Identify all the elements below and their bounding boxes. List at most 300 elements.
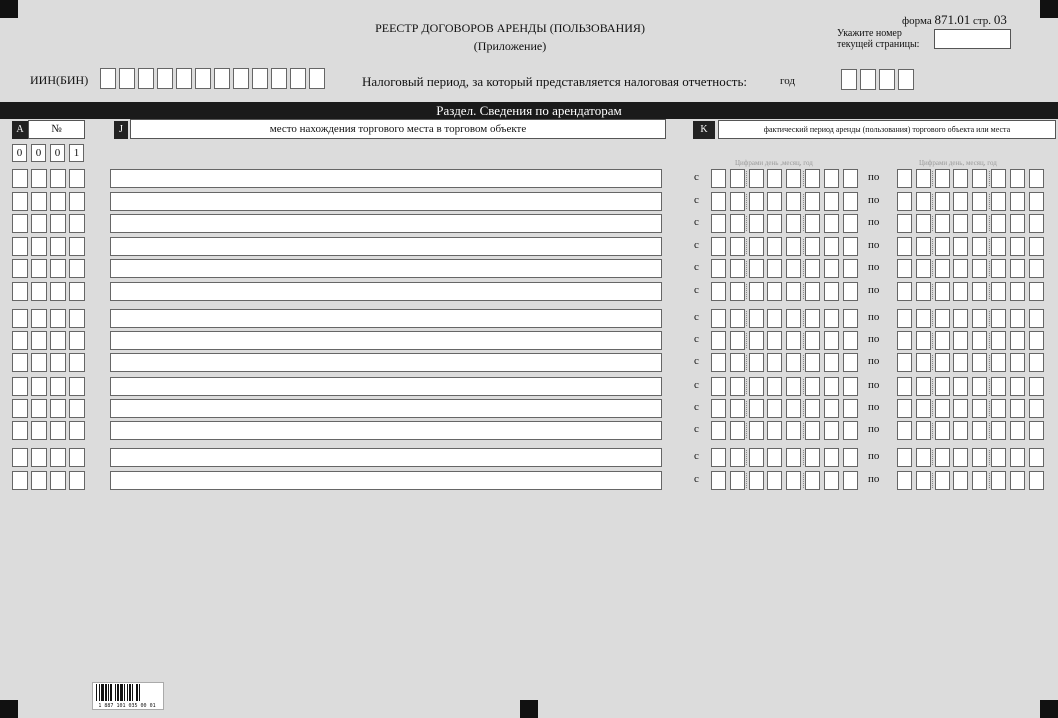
from-date-cell[interactable] bbox=[711, 353, 726, 372]
to-date-cell[interactable] bbox=[935, 399, 950, 418]
from-date-cell[interactable] bbox=[711, 237, 726, 256]
row-number-cell[interactable] bbox=[50, 399, 66, 418]
row-number-cell[interactable] bbox=[69, 169, 85, 188]
from-date-cell[interactable] bbox=[824, 399, 839, 418]
row-number-cell[interactable] bbox=[50, 282, 66, 301]
to-date-cell[interactable] bbox=[935, 237, 950, 256]
row-number-cell[interactable] bbox=[31, 192, 47, 211]
row-number-cell[interactable] bbox=[69, 399, 85, 418]
iin-digit-cell[interactable] bbox=[119, 68, 135, 89]
to-date-cell[interactable] bbox=[953, 192, 968, 211]
from-date-cell[interactable] bbox=[824, 421, 839, 440]
from-date-cell[interactable] bbox=[749, 309, 764, 328]
to-date-cell[interactable] bbox=[972, 169, 987, 188]
to-date-cell[interactable] bbox=[935, 169, 950, 188]
row-number-cell[interactable] bbox=[31, 377, 47, 396]
from-date-cell[interactable] bbox=[767, 471, 782, 490]
from-date-cell[interactable] bbox=[805, 282, 820, 301]
from-date-cell[interactable] bbox=[843, 237, 858, 256]
from-date-cell[interactable] bbox=[824, 169, 839, 188]
from-date-cell[interactable] bbox=[843, 331, 858, 350]
from-date-cell[interactable] bbox=[786, 448, 801, 467]
from-date-cell[interactable] bbox=[767, 192, 782, 211]
to-date-cell[interactable] bbox=[1010, 377, 1025, 396]
row-number-cell[interactable] bbox=[50, 471, 66, 490]
to-date-cell[interactable] bbox=[897, 331, 912, 350]
to-date-cell[interactable] bbox=[897, 192, 912, 211]
row-number-cell[interactable] bbox=[69, 309, 85, 328]
row-number-cell[interactable] bbox=[69, 353, 85, 372]
from-date-cell[interactable] bbox=[805, 331, 820, 350]
year-digit-cell[interactable] bbox=[898, 69, 914, 90]
to-date-cell[interactable] bbox=[1029, 448, 1044, 467]
row-number-cell[interactable] bbox=[12, 214, 28, 233]
from-date-cell[interactable] bbox=[824, 309, 839, 328]
to-date-cell[interactable] bbox=[1010, 214, 1025, 233]
from-date-cell[interactable] bbox=[843, 169, 858, 188]
from-date-cell[interactable] bbox=[711, 214, 726, 233]
from-date-cell[interactable] bbox=[749, 282, 764, 301]
from-date-cell[interactable] bbox=[824, 353, 839, 372]
from-date-cell[interactable] bbox=[786, 309, 801, 328]
row-number-cell[interactable] bbox=[50, 169, 66, 188]
location-field[interactable] bbox=[110, 353, 662, 372]
row-number-cell[interactable] bbox=[12, 448, 28, 467]
to-date-cell[interactable] bbox=[972, 421, 987, 440]
iin-digit-cell[interactable] bbox=[252, 68, 268, 89]
from-date-cell[interactable] bbox=[843, 259, 858, 278]
from-date-cell[interactable] bbox=[749, 331, 764, 350]
to-date-cell[interactable] bbox=[1029, 214, 1044, 233]
from-date-cell[interactable] bbox=[805, 471, 820, 490]
to-date-cell[interactable] bbox=[953, 421, 968, 440]
to-date-cell[interactable] bbox=[953, 259, 968, 278]
to-date-cell[interactable] bbox=[1029, 259, 1044, 278]
row-number-cell[interactable] bbox=[12, 421, 28, 440]
row-number-cell[interactable] bbox=[69, 237, 85, 256]
row-number-cell[interactable] bbox=[12, 331, 28, 350]
from-date-cell[interactable] bbox=[786, 282, 801, 301]
location-field[interactable] bbox=[110, 448, 662, 467]
to-date-cell[interactable] bbox=[972, 259, 987, 278]
row-number-cell[interactable] bbox=[31, 282, 47, 301]
to-date-cell[interactable] bbox=[1010, 237, 1025, 256]
to-date-cell[interactable] bbox=[1029, 192, 1044, 211]
row-number-cell[interactable] bbox=[50, 448, 66, 467]
to-date-cell[interactable] bbox=[897, 353, 912, 372]
from-date-cell[interactable] bbox=[730, 237, 745, 256]
from-date-cell[interactable] bbox=[749, 192, 764, 211]
to-date-cell[interactable] bbox=[1010, 471, 1025, 490]
from-date-cell[interactable] bbox=[805, 421, 820, 440]
row-number-cell[interactable] bbox=[31, 259, 47, 278]
to-date-cell[interactable] bbox=[935, 421, 950, 440]
from-date-cell[interactable] bbox=[805, 448, 820, 467]
from-date-cell[interactable] bbox=[786, 377, 801, 396]
to-date-cell[interactable] bbox=[916, 282, 931, 301]
from-date-cell[interactable] bbox=[805, 192, 820, 211]
row-number-cell[interactable] bbox=[50, 353, 66, 372]
from-date-cell[interactable] bbox=[730, 471, 745, 490]
to-date-cell[interactable] bbox=[1029, 331, 1044, 350]
to-date-cell[interactable] bbox=[897, 214, 912, 233]
from-date-cell[interactable] bbox=[824, 471, 839, 490]
to-date-cell[interactable] bbox=[916, 353, 931, 372]
row-number-cell[interactable] bbox=[31, 448, 47, 467]
to-date-cell[interactable] bbox=[991, 421, 1006, 440]
from-date-cell[interactable] bbox=[805, 214, 820, 233]
from-date-cell[interactable] bbox=[843, 471, 858, 490]
from-date-cell[interactable] bbox=[786, 353, 801, 372]
iin-digit-cell[interactable] bbox=[138, 68, 154, 89]
location-field[interactable] bbox=[110, 421, 662, 440]
to-date-cell[interactable] bbox=[935, 353, 950, 372]
iin-digit-cell[interactable] bbox=[290, 68, 306, 89]
to-date-cell[interactable] bbox=[991, 331, 1006, 350]
row-number-cell[interactable] bbox=[31, 399, 47, 418]
location-field[interactable] bbox=[110, 309, 662, 328]
row-number-cell[interactable] bbox=[12, 399, 28, 418]
to-date-cell[interactable] bbox=[897, 471, 912, 490]
to-date-cell[interactable] bbox=[935, 192, 950, 211]
from-date-cell[interactable] bbox=[749, 448, 764, 467]
row-number-cell[interactable] bbox=[69, 192, 85, 211]
to-date-cell[interactable] bbox=[916, 448, 931, 467]
location-field[interactable] bbox=[110, 471, 662, 490]
row-number-cell[interactable] bbox=[12, 192, 28, 211]
row-number-cell[interactable] bbox=[31, 169, 47, 188]
iin-digit-cell[interactable] bbox=[214, 68, 230, 89]
iin-digit-cell[interactable] bbox=[309, 68, 325, 89]
from-date-cell[interactable] bbox=[749, 399, 764, 418]
from-date-cell[interactable] bbox=[767, 399, 782, 418]
row-number-cell[interactable] bbox=[69, 421, 85, 440]
to-date-cell[interactable] bbox=[991, 399, 1006, 418]
from-date-cell[interactable] bbox=[767, 353, 782, 372]
row-number-cell[interactable] bbox=[31, 214, 47, 233]
from-date-cell[interactable] bbox=[767, 259, 782, 278]
to-date-cell[interactable] bbox=[1029, 282, 1044, 301]
to-date-cell[interactable] bbox=[897, 399, 912, 418]
to-date-cell[interactable] bbox=[916, 377, 931, 396]
from-date-cell[interactable] bbox=[786, 331, 801, 350]
location-field[interactable] bbox=[110, 192, 662, 211]
from-date-cell[interactable] bbox=[805, 399, 820, 418]
to-date-cell[interactable] bbox=[972, 353, 987, 372]
from-date-cell[interactable] bbox=[711, 471, 726, 490]
row-number-cell[interactable] bbox=[50, 192, 66, 211]
row-number-cell[interactable] bbox=[12, 169, 28, 188]
iin-digit-cell[interactable] bbox=[195, 68, 211, 89]
from-date-cell[interactable] bbox=[767, 169, 782, 188]
to-date-cell[interactable] bbox=[916, 192, 931, 211]
to-date-cell[interactable] bbox=[935, 377, 950, 396]
from-date-cell[interactable] bbox=[824, 331, 839, 350]
row-number-cell[interactable] bbox=[50, 331, 66, 350]
to-date-cell[interactable] bbox=[916, 214, 931, 233]
to-date-cell[interactable] bbox=[1029, 169, 1044, 188]
row-number-cell[interactable] bbox=[31, 353, 47, 372]
to-date-cell[interactable] bbox=[1010, 331, 1025, 350]
row-number-cell[interactable] bbox=[69, 331, 85, 350]
from-date-cell[interactable] bbox=[843, 282, 858, 301]
to-date-cell[interactable] bbox=[972, 331, 987, 350]
to-date-cell[interactable] bbox=[897, 309, 912, 328]
from-date-cell[interactable] bbox=[730, 309, 745, 328]
to-date-cell[interactable] bbox=[935, 471, 950, 490]
to-date-cell[interactable] bbox=[991, 353, 1006, 372]
from-date-cell[interactable] bbox=[730, 169, 745, 188]
from-date-cell[interactable] bbox=[749, 237, 764, 256]
from-date-cell[interactable] bbox=[767, 237, 782, 256]
row-number-cell[interactable] bbox=[31, 237, 47, 256]
row-number-cell[interactable] bbox=[12, 471, 28, 490]
to-date-cell[interactable] bbox=[1010, 353, 1025, 372]
row-number-cell[interactable] bbox=[12, 377, 28, 396]
from-date-cell[interactable] bbox=[805, 377, 820, 396]
to-date-cell[interactable] bbox=[1029, 377, 1044, 396]
to-date-cell[interactable] bbox=[991, 448, 1006, 467]
to-date-cell[interactable] bbox=[916, 421, 931, 440]
from-date-cell[interactable] bbox=[730, 421, 745, 440]
to-date-cell[interactable] bbox=[972, 214, 987, 233]
from-date-cell[interactable] bbox=[824, 192, 839, 211]
row-number-cell[interactable] bbox=[69, 471, 85, 490]
to-date-cell[interactable] bbox=[991, 192, 1006, 211]
from-date-cell[interactable] bbox=[730, 331, 745, 350]
to-date-cell[interactable] bbox=[972, 471, 987, 490]
to-date-cell[interactable] bbox=[1010, 448, 1025, 467]
to-date-cell[interactable] bbox=[1010, 192, 1025, 211]
to-date-cell[interactable] bbox=[991, 471, 1006, 490]
from-date-cell[interactable] bbox=[711, 377, 726, 396]
location-field[interactable] bbox=[110, 169, 662, 188]
to-date-cell[interactable] bbox=[953, 309, 968, 328]
to-date-cell[interactable] bbox=[897, 237, 912, 256]
from-date-cell[interactable] bbox=[786, 259, 801, 278]
to-date-cell[interactable] bbox=[1029, 237, 1044, 256]
to-date-cell[interactable] bbox=[935, 282, 950, 301]
from-date-cell[interactable] bbox=[843, 214, 858, 233]
to-date-cell[interactable] bbox=[972, 282, 987, 301]
to-date-cell[interactable] bbox=[953, 353, 968, 372]
year-digit-cell[interactable] bbox=[879, 69, 895, 90]
location-field[interactable] bbox=[110, 237, 662, 256]
to-date-cell[interactable] bbox=[972, 448, 987, 467]
from-date-cell[interactable] bbox=[711, 259, 726, 278]
from-date-cell[interactable] bbox=[824, 282, 839, 301]
to-date-cell[interactable] bbox=[897, 259, 912, 278]
to-date-cell[interactable] bbox=[1029, 471, 1044, 490]
from-date-cell[interactable] bbox=[711, 331, 726, 350]
row-number-cell[interactable] bbox=[50, 214, 66, 233]
from-date-cell[interactable] bbox=[730, 377, 745, 396]
from-date-cell[interactable] bbox=[749, 471, 764, 490]
row-number-cell[interactable] bbox=[69, 377, 85, 396]
location-field[interactable] bbox=[110, 331, 662, 350]
to-date-cell[interactable] bbox=[916, 309, 931, 328]
from-date-cell[interactable] bbox=[824, 377, 839, 396]
to-date-cell[interactable] bbox=[991, 309, 1006, 328]
to-date-cell[interactable] bbox=[1010, 399, 1025, 418]
to-date-cell[interactable] bbox=[972, 399, 987, 418]
row-number-cell[interactable] bbox=[69, 448, 85, 467]
from-date-cell[interactable] bbox=[767, 331, 782, 350]
from-date-cell[interactable] bbox=[824, 259, 839, 278]
from-date-cell[interactable] bbox=[824, 214, 839, 233]
to-date-cell[interactable] bbox=[897, 421, 912, 440]
from-date-cell[interactable] bbox=[805, 259, 820, 278]
to-date-cell[interactable] bbox=[953, 399, 968, 418]
row-number-cell[interactable] bbox=[12, 309, 28, 328]
from-date-cell[interactable] bbox=[730, 282, 745, 301]
row-number-cell[interactable] bbox=[31, 471, 47, 490]
row-number-cell[interactable] bbox=[12, 353, 28, 372]
from-date-cell[interactable] bbox=[730, 214, 745, 233]
to-date-cell[interactable] bbox=[1029, 399, 1044, 418]
from-date-cell[interactable] bbox=[749, 421, 764, 440]
row-number-cell[interactable] bbox=[69, 259, 85, 278]
from-date-cell[interactable] bbox=[843, 421, 858, 440]
to-date-cell[interactable] bbox=[991, 259, 1006, 278]
to-date-cell[interactable] bbox=[972, 309, 987, 328]
current-page-field[interactable] bbox=[934, 29, 1011, 49]
row-number-cell[interactable] bbox=[69, 214, 85, 233]
to-date-cell[interactable] bbox=[935, 309, 950, 328]
to-date-cell[interactable] bbox=[953, 169, 968, 188]
to-date-cell[interactable] bbox=[935, 448, 950, 467]
row-number-cell[interactable] bbox=[50, 237, 66, 256]
to-date-cell[interactable] bbox=[1029, 309, 1044, 328]
from-date-cell[interactable] bbox=[749, 169, 764, 188]
to-date-cell[interactable] bbox=[991, 214, 1006, 233]
from-date-cell[interactable] bbox=[730, 353, 745, 372]
iin-digit-cell[interactable] bbox=[233, 68, 249, 89]
from-date-cell[interactable] bbox=[843, 448, 858, 467]
from-date-cell[interactable] bbox=[730, 448, 745, 467]
year-digit-cell[interactable] bbox=[841, 69, 857, 90]
from-date-cell[interactable] bbox=[730, 192, 745, 211]
to-date-cell[interactable] bbox=[935, 331, 950, 350]
from-date-cell[interactable] bbox=[711, 448, 726, 467]
to-date-cell[interactable] bbox=[1010, 421, 1025, 440]
row-number-cell[interactable] bbox=[50, 259, 66, 278]
from-date-cell[interactable] bbox=[786, 237, 801, 256]
to-date-cell[interactable] bbox=[897, 448, 912, 467]
to-date-cell[interactable] bbox=[953, 331, 968, 350]
from-date-cell[interactable] bbox=[786, 169, 801, 188]
to-date-cell[interactable] bbox=[953, 237, 968, 256]
from-date-cell[interactable] bbox=[767, 214, 782, 233]
to-date-cell[interactable] bbox=[991, 377, 1006, 396]
from-date-cell[interactable] bbox=[711, 421, 726, 440]
from-date-cell[interactable] bbox=[786, 399, 801, 418]
from-date-cell[interactable] bbox=[805, 309, 820, 328]
from-date-cell[interactable] bbox=[786, 192, 801, 211]
from-date-cell[interactable] bbox=[786, 471, 801, 490]
from-date-cell[interactable] bbox=[711, 399, 726, 418]
from-date-cell[interactable] bbox=[749, 353, 764, 372]
from-date-cell[interactable] bbox=[711, 169, 726, 188]
year-digit-cell[interactable] bbox=[860, 69, 876, 90]
row-number-cell[interactable] bbox=[31, 421, 47, 440]
from-date-cell[interactable] bbox=[711, 192, 726, 211]
location-field[interactable] bbox=[110, 259, 662, 278]
location-field[interactable] bbox=[110, 282, 662, 301]
from-date-cell[interactable] bbox=[805, 237, 820, 256]
iin-digit-cell[interactable] bbox=[100, 68, 116, 89]
from-date-cell[interactable] bbox=[730, 399, 745, 418]
to-date-cell[interactable] bbox=[916, 259, 931, 278]
to-date-cell[interactable] bbox=[1010, 259, 1025, 278]
to-date-cell[interactable] bbox=[916, 169, 931, 188]
to-date-cell[interactable] bbox=[953, 282, 968, 301]
to-date-cell[interactable] bbox=[1010, 309, 1025, 328]
from-date-cell[interactable] bbox=[786, 214, 801, 233]
to-date-cell[interactable] bbox=[991, 282, 1006, 301]
row-number-cell[interactable] bbox=[12, 282, 28, 301]
location-field[interactable] bbox=[110, 214, 662, 233]
from-date-cell[interactable] bbox=[786, 421, 801, 440]
from-date-cell[interactable] bbox=[730, 259, 745, 278]
to-date-cell[interactable] bbox=[897, 377, 912, 396]
from-date-cell[interactable] bbox=[805, 169, 820, 188]
location-field[interactable] bbox=[110, 377, 662, 396]
from-date-cell[interactable] bbox=[843, 377, 858, 396]
to-date-cell[interactable] bbox=[1029, 353, 1044, 372]
to-date-cell[interactable] bbox=[1010, 169, 1025, 188]
to-date-cell[interactable] bbox=[972, 377, 987, 396]
iin-digit-cell[interactable] bbox=[157, 68, 173, 89]
to-date-cell[interactable] bbox=[991, 169, 1006, 188]
row-number-cell[interactable] bbox=[50, 309, 66, 328]
to-date-cell[interactable] bbox=[1010, 282, 1025, 301]
to-date-cell[interactable] bbox=[972, 192, 987, 211]
from-date-cell[interactable] bbox=[843, 309, 858, 328]
row-number-cell[interactable] bbox=[12, 237, 28, 256]
to-date-cell[interactable] bbox=[953, 448, 968, 467]
to-date-cell[interactable] bbox=[897, 282, 912, 301]
row-number-cell[interactable] bbox=[50, 421, 66, 440]
row-number-cell[interactable] bbox=[69, 282, 85, 301]
to-date-cell[interactable] bbox=[897, 169, 912, 188]
to-date-cell[interactable] bbox=[916, 331, 931, 350]
from-date-cell[interactable] bbox=[767, 448, 782, 467]
row-number-cell[interactable] bbox=[31, 309, 47, 328]
from-date-cell[interactable] bbox=[749, 377, 764, 396]
to-date-cell[interactable] bbox=[935, 214, 950, 233]
to-date-cell[interactable] bbox=[972, 237, 987, 256]
from-date-cell[interactable] bbox=[824, 448, 839, 467]
from-date-cell[interactable] bbox=[749, 214, 764, 233]
from-date-cell[interactable] bbox=[805, 353, 820, 372]
row-number-cell[interactable] bbox=[50, 377, 66, 396]
from-date-cell[interactable] bbox=[843, 192, 858, 211]
from-date-cell[interactable] bbox=[711, 282, 726, 301]
from-date-cell[interactable] bbox=[767, 421, 782, 440]
to-date-cell[interactable] bbox=[916, 471, 931, 490]
from-date-cell[interactable] bbox=[843, 399, 858, 418]
iin-digit-cell[interactable] bbox=[176, 68, 192, 89]
to-date-cell[interactable] bbox=[953, 471, 968, 490]
from-date-cell[interactable] bbox=[711, 309, 726, 328]
from-date-cell[interactable] bbox=[767, 377, 782, 396]
to-date-cell[interactable] bbox=[1029, 421, 1044, 440]
to-date-cell[interactable] bbox=[916, 237, 931, 256]
to-date-cell[interactable] bbox=[991, 237, 1006, 256]
from-date-cell[interactable] bbox=[767, 282, 782, 301]
location-field[interactable] bbox=[110, 399, 662, 418]
